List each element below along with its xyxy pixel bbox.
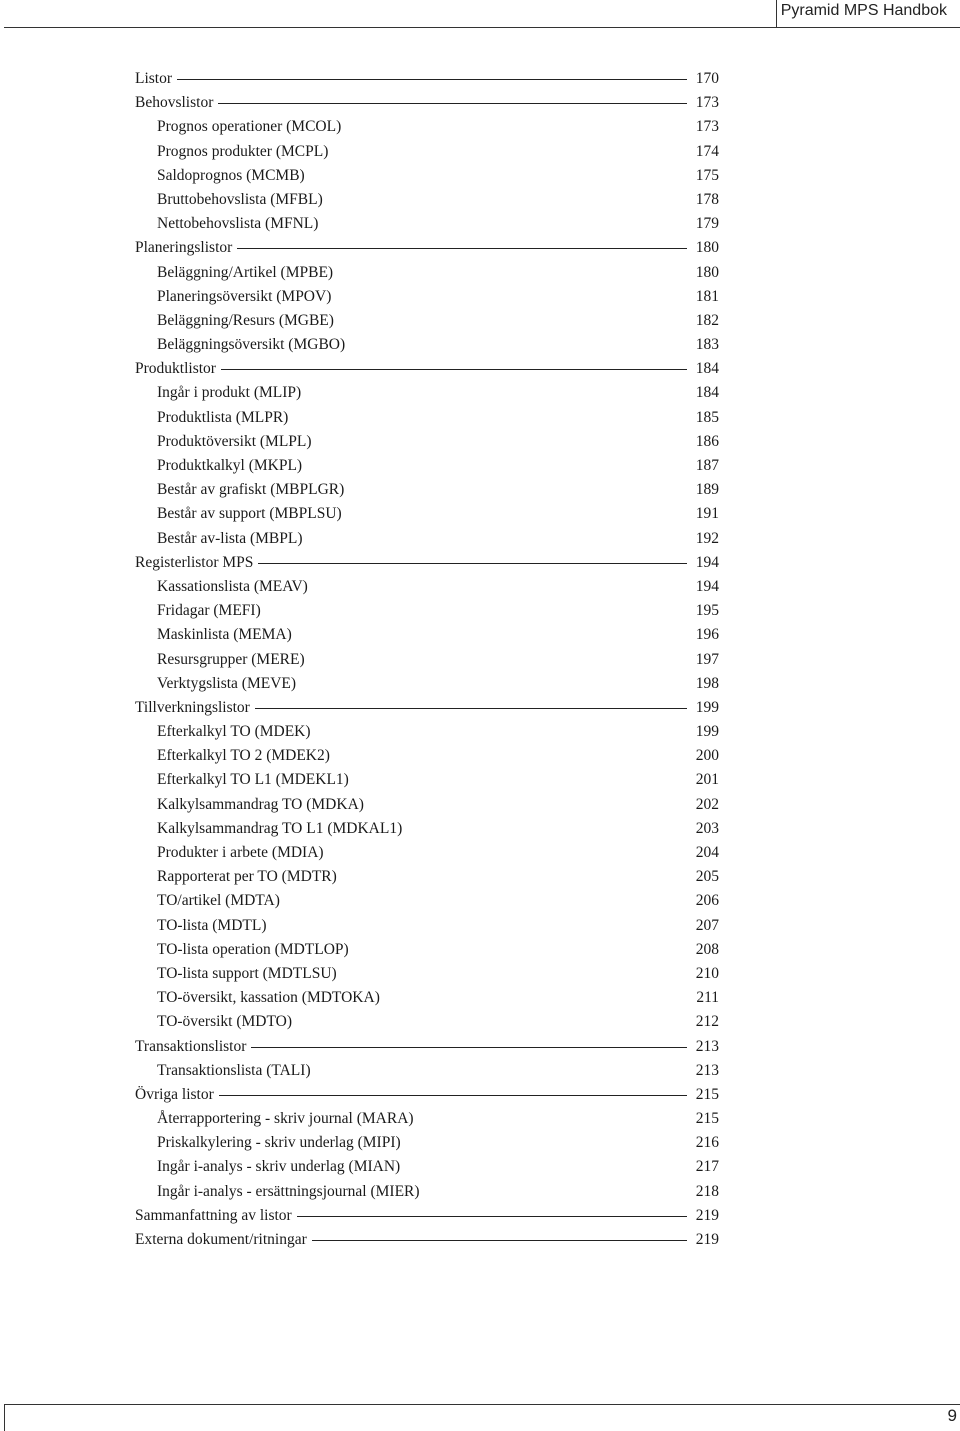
toc-entry-label: Transaktionslista (TALI) — [157, 1061, 311, 1079]
toc-entry-label: Planeringslistor — [135, 239, 233, 257]
toc-subentry[interactable] — [135, 430, 719, 454]
toc-entry-page: 208 — [695, 940, 719, 958]
toc-entry-page: 185 — [695, 408, 719, 426]
toc-subentry[interactable] — [135, 527, 719, 551]
toc-entry-page: 218 — [695, 1182, 719, 1200]
toc-entry-page: 198 — [695, 674, 719, 692]
toc-section-entry[interactable] — [135, 1035, 719, 1059]
toc-leader-line — [177, 79, 687, 80]
toc-subentry[interactable] — [135, 381, 719, 405]
toc-entry-label: Bruttobehovslista (MFBL) — [157, 190, 323, 208]
toc-section-entry[interactable] — [135, 1083, 719, 1107]
toc-subentry[interactable] — [135, 744, 719, 768]
toc-entry-page: 187 — [695, 457, 719, 474]
toc-entry-page: 204 — [695, 844, 719, 861]
toc-entry-page: 211 — [696, 989, 719, 1007]
toc-entry-page: 219 — [695, 1206, 719, 1224]
toc-entry-label: Registerlistor MPS — [135, 553, 254, 571]
toc-leader-line — [219, 1095, 687, 1096]
toc-entry-label: Sammanfattning av listor — [135, 1206, 292, 1224]
toc-entry-label: Består av grafiskt (MBPLGR) — [157, 481, 345, 499]
toc-subentry[interactable] — [135, 333, 719, 357]
toc-entry-label: Prognos produkter (MCPL) — [157, 142, 329, 160]
toc-section-entry[interactable] — [135, 357, 719, 381]
footer-rule — [4, 1404, 960, 1405]
toc-subentry[interactable] — [135, 212, 719, 236]
toc-leader-line — [297, 1216, 687, 1217]
header-rule — [4, 27, 960, 28]
footer-divider — [4, 1404, 5, 1431]
toc-entry-page: 205 — [695, 868, 719, 886]
toc-leader-line — [221, 369, 687, 370]
toc-entry-label: Beläggningsöversikt (MGBO) — [157, 336, 346, 354]
toc-subentry[interactable] — [135, 865, 719, 889]
toc-subentry[interactable] — [135, 841, 719, 865]
toc-subentry[interactable] — [135, 1155, 719, 1179]
toc-entry-page: 197 — [695, 650, 719, 668]
toc-entry-label: Saldoprognos (MCMB) — [157, 166, 305, 184]
toc-entry-page: 195 — [695, 602, 719, 620]
toc-entry-page: 212 — [695, 1013, 719, 1031]
toc-entry-label: TO-lista support (MDTLSU) — [157, 964, 337, 982]
toc-section-entry[interactable] — [135, 67, 719, 91]
toc-entry-page: 217 — [695, 1158, 719, 1176]
toc-subentry[interactable] — [135, 1131, 719, 1155]
toc-entry-label: Beläggning/Resurs (MGBE) — [157, 311, 334, 329]
running-header — [0, 0, 960, 28]
toc-entry-page: 194 — [695, 553, 719, 571]
toc-subentry[interactable] — [135, 672, 719, 696]
toc-section-entry[interactable] — [135, 1228, 719, 1252]
toc-subentry[interactable] — [135, 938, 719, 962]
toc-entry-page: 181 — [695, 287, 719, 305]
toc-entry-page: 173 — [695, 118, 719, 136]
toc-leader-line — [258, 563, 687, 564]
toc-entry-label: Maskinlista (MEMA) — [157, 626, 292, 644]
toc-entry-label: Övriga listor — [135, 1085, 214, 1103]
toc-section-entry[interactable] — [135, 1204, 719, 1228]
toc-entry-label: Rapporterat per TO (MDTR) — [157, 868, 337, 886]
toc-entry-label: TO/artikel (MDTA) — [157, 892, 280, 910]
toc-entry-page: 200 — [695, 747, 719, 765]
toc-entry-label: TO-översikt (MDTO) — [157, 1013, 293, 1031]
toc-entry-label: Består av support (MBPLSU) — [157, 505, 342, 523]
toc-entry-page: 173 — [695, 94, 719, 112]
toc-entry-page: 213 — [695, 1061, 719, 1079]
toc-entry-label: Prognos operationer (MCOL) — [157, 118, 342, 136]
toc-subentry[interactable] — [135, 285, 719, 309]
toc-entry-page: 215 — [695, 1085, 719, 1103]
toc-subentry[interactable] — [135, 164, 719, 188]
toc-entry-label: Produktkalkyl (MKPL) — [157, 457, 303, 474]
toc-entry-page: 184 — [695, 360, 719, 378]
toc-entry-page: 207 — [695, 916, 719, 934]
toc-entry-page: 203 — [695, 819, 719, 837]
toc-entry-page: 201 — [695, 771, 719, 789]
toc-subentry[interactable] — [135, 648, 719, 672]
table-of-contents — [135, 67, 719, 1252]
toc-entry-label: Transaktionslistor — [135, 1037, 247, 1055]
toc-subentry[interactable] — [135, 889, 719, 913]
toc-subentry[interactable] — [135, 720, 719, 744]
toc-entry-label: TO-lista operation (MDTLOP) — [157, 940, 349, 958]
toc-leader-line — [218, 103, 687, 104]
toc-entry-page: 189 — [695, 481, 719, 499]
toc-entry-label: Består av-lista (MBPL) — [157, 529, 303, 547]
toc-entry-label: Tillverkningslistor — [135, 698, 250, 716]
toc-entry-page: 184 — [695, 384, 719, 402]
toc-subentry[interactable] — [135, 817, 719, 841]
toc-entry-page: 178 — [695, 190, 719, 208]
toc-subentry[interactable] — [135, 140, 719, 164]
toc-entry-label: Produktlistor — [135, 360, 216, 378]
toc-subentry[interactable] — [135, 115, 719, 139]
toc-section-entry[interactable] — [135, 696, 719, 720]
toc-entry-label: Produktöversikt (MLPL) — [157, 432, 312, 450]
toc-entry-label: Beläggning/Artikel (MPBE) — [157, 263, 334, 281]
toc-subentry[interactable] — [135, 478, 719, 502]
toc-entry-label: Nettobehovslista (MFNL) — [157, 215, 319, 233]
toc-entry-label: Efterkalkyl TO (MDEK) — [157, 723, 311, 741]
toc-entry-page: 213 — [695, 1037, 719, 1055]
toc-entry-label: Efterkalkyl TO L1 (MDEKL1) — [157, 771, 349, 789]
toc-subentry[interactable] — [135, 962, 719, 986]
page-number: 9 — [947, 1406, 957, 1425]
toc-subentry[interactable] — [135, 793, 719, 817]
toc-entry-label: Planeringsöversikt (MPOV) — [157, 287, 332, 305]
toc-entry-label: Resursgrupper (MERE) — [157, 650, 305, 668]
toc-subentry[interactable] — [135, 623, 719, 647]
toc-subentry[interactable] — [135, 1180, 719, 1204]
toc-entry-label: Kalkylsammandrag TO (MDKA) — [157, 795, 364, 813]
toc-leader-line — [237, 248, 687, 249]
toc-entry-page: 180 — [695, 263, 719, 281]
toc-subentry[interactable] — [135, 768, 719, 792]
toc-subentry[interactable] — [135, 986, 719, 1010]
header-divider — [776, 0, 777, 27]
toc-entry-label: Återrapportering - skriv journal (MARA) — [157, 1110, 414, 1128]
toc-entry-page: 183 — [695, 336, 719, 354]
toc-entry-page: 210 — [695, 964, 719, 982]
toc-section-entry[interactable] — [135, 236, 719, 260]
toc-entry-page: 186 — [695, 432, 719, 450]
toc-entry-label: Produkter i arbete (MDIA) — [157, 844, 324, 861]
toc-subentry[interactable] — [135, 1107, 719, 1131]
toc-entry-label: Ingår i produkt (MLIP) — [157, 384, 302, 402]
toc-section-entry[interactable] — [135, 551, 719, 575]
toc-entry-page: 192 — [695, 529, 719, 547]
toc-entry-label: Verktygslista (MEVE) — [157, 674, 297, 692]
toc-entry-page: 215 — [695, 1110, 719, 1128]
toc-subentry[interactable] — [135, 1059, 719, 1083]
toc-subentry[interactable] — [135, 454, 719, 478]
toc-entry-page: 199 — [695, 723, 719, 741]
toc-entry-page: 196 — [695, 626, 719, 644]
toc-entry-page: 180 — [695, 239, 719, 257]
toc-leader-line — [251, 1047, 687, 1048]
toc-entry-label: Efterkalkyl TO 2 (MDEK2) — [157, 747, 330, 765]
toc-entry-label: Externa dokument/ritningar — [135, 1231, 307, 1248]
toc-leader-line — [255, 708, 687, 709]
toc-entry-page: 170 — [695, 70, 719, 87]
toc-entry-label: TO-översikt, kassation (MDTOKA) — [157, 989, 380, 1007]
toc-entry-page: 206 — [695, 892, 719, 910]
toc-entry-page: 179 — [695, 215, 719, 233]
toc-subentry[interactable] — [135, 261, 719, 285]
toc-subentry[interactable] — [135, 1010, 719, 1034]
toc-entry-label: Ingår i-analys - skriv underlag (MIAN) — [157, 1158, 401, 1176]
toc-entry-page: 191 — [695, 505, 719, 523]
toc-subentry[interactable] — [135, 502, 719, 526]
toc-section-entry[interactable] — [135, 91, 719, 115]
toc-subentry[interactable] — [135, 575, 719, 599]
toc-entry-page: 194 — [695, 577, 719, 595]
toc-entry-label: TO-lista (MDTL) — [157, 916, 267, 934]
toc-subentry[interactable] — [135, 406, 719, 430]
toc-entry-page: 219 — [695, 1231, 719, 1248]
toc-entry-label: Behovslistor — [135, 94, 214, 112]
running-footer — [0, 1400, 960, 1431]
toc-subentry[interactable] — [135, 599, 719, 623]
toc-entry-label: Produktlista (MLPR) — [157, 408, 289, 426]
toc-subentry[interactable] — [135, 188, 719, 212]
toc-entry-page: 175 — [695, 166, 719, 184]
toc-subentry[interactable] — [135, 309, 719, 333]
toc-entry-label: Fridagar (MEFI) — [157, 602, 261, 620]
toc-leader-line — [312, 1240, 687, 1241]
toc-entry-page: 182 — [695, 311, 719, 329]
toc-entry-page: 202 — [695, 795, 719, 813]
toc-entry-label: Ingår i-analys - ersättningsjournal (MIER) — [157, 1182, 420, 1200]
toc-entry-label: Kalkylsammandrag TO L1 (MDKAL1) — [157, 819, 403, 837]
toc-subentry[interactable] — [135, 914, 719, 938]
toc-entry-page: 199 — [695, 698, 719, 716]
toc-entry-page: 216 — [695, 1134, 719, 1152]
toc-entry-label: Priskalkylering - skriv underlag (MIPI) — [157, 1134, 401, 1152]
toc-entry-page: 174 — [695, 142, 719, 160]
toc-entry-label: Listor — [135, 70, 173, 87]
header-title: Pyramid MPS Handbok — [780, 2, 947, 19]
toc-entry-label: Kassationslista (MEAV) — [157, 577, 308, 595]
